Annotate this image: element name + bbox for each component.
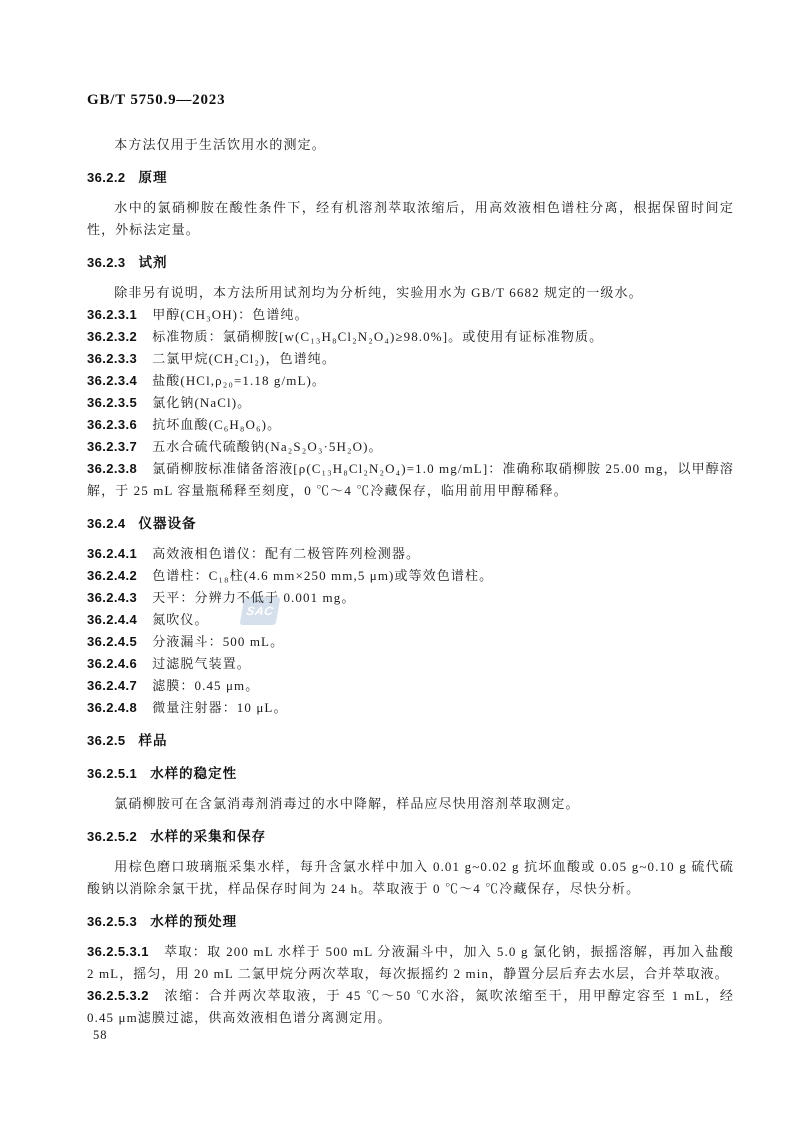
clause-item — [87, 985, 734, 1029]
clause-number: 36.2.3.1 — [87, 307, 138, 322]
clause-text: 标准物质：氯硝柳胺[w(C₁₃H₈Cl₂N₂O₄)≥98.0%]。或使用有证标准物质。 — [152, 329, 604, 344]
clause-number: 36.2.4.4 — [87, 612, 138, 627]
clause-item — [87, 543, 734, 565]
section-title: 试剂 — [138, 255, 168, 270]
clause-number: 36.2.5 — [87, 733, 126, 748]
clause-item — [87, 675, 734, 697]
clause-text: 高效液相色谱仪：配有二极管阵列检测器。 — [152, 546, 421, 561]
clause-number: 36.2.3.4 — [87, 373, 138, 388]
clause-item — [87, 587, 734, 609]
section-title: 原理 — [138, 170, 168, 185]
section-heading — [87, 730, 734, 752]
clause-text: 分液漏斗：500 mL。 — [152, 634, 285, 649]
clause-number: 36.2.2 — [87, 170, 126, 185]
section-title: 样品 — [138, 733, 168, 748]
clause-text: 二氯甲烷(CH₂Cl₂)，色谱纯。 — [152, 351, 336, 366]
clause-number: 36.2.4.3 — [87, 590, 138, 605]
standard-number-header: GB/T 5750.9—2023 — [87, 92, 226, 108]
clause-item — [87, 458, 734, 502]
clause-item — [87, 304, 734, 326]
clause-item — [87, 348, 734, 370]
clause-item — [87, 565, 734, 587]
section-heading — [87, 513, 734, 535]
clause-item — [87, 414, 734, 436]
paragraph: 用棕色磨口玻璃瓶采集水样，每升含氯水样中加入 0.01 g~0.02 g 抗坏血酸或 0.05 g~0.10 g 硫代硫酸钠以消除余氯干扰，样品保存时间为 24 h。萃取液于 0 ℃～4 ℃冷藏保存，尽快分析。 — [87, 859, 734, 896]
clause-number: 36.2.3.5 — [87, 395, 138, 410]
paragraph: 除非另有说明，本方法所用试剂均为分析纯，实验用水为 GB/T 6682 规定的一级水。 — [114, 285, 643, 300]
page-number: 58 — [93, 1028, 108, 1042]
clause-text: 氯化钠(NaCl)。 — [152, 395, 252, 410]
clause-text: 天平：分辨力不低于 0.001 mg。 — [152, 590, 356, 605]
clause-number: 36.2.4.1 — [87, 546, 138, 561]
clause-text: 滤膜：0.45 μm。 — [152, 678, 260, 693]
clause-number: 36.2.3.6 — [87, 417, 138, 432]
clause-item — [87, 436, 734, 458]
clause-number: 36.2.5.3.2 — [87, 988, 149, 1003]
clause-number: 36.2.5.3.1 — [87, 944, 149, 959]
section-heading — [87, 911, 734, 933]
clause-item — [87, 326, 734, 348]
clause-item — [87, 609, 734, 631]
paragraph: 氯硝柳胺可在含氯消毒剂消毒过的水中降解，样品应尽快用溶剂萃取测定。 — [114, 796, 580, 811]
section-heading — [87, 826, 734, 848]
clause-number: 36.2.4.7 — [87, 678, 138, 693]
document-body — [87, 134, 734, 1029]
clause-number: 36.2.5.1 — [87, 766, 138, 781]
clause-number: 36.2.4.8 — [87, 700, 138, 715]
clause-text: 甲醇(CH₃OH)：色谱纯。 — [152, 307, 309, 322]
section-heading — [87, 763, 734, 785]
clause-number: 36.2.4 — [87, 516, 126, 531]
section-title: 水样的预处理 — [150, 914, 238, 929]
clause-item — [87, 370, 734, 392]
clause-text: 浓缩：合并两次萃取液，于 45 ℃～50 ℃水浴，氮吹浓缩至干，用甲醇定容至 1 mL，经 0.45 μm滤膜过滤，供高效液相色谱分离测定用。 — [87, 988, 734, 1025]
clause-text: 盐酸(HCl,ρ₂₀=1.18 g/mL)。 — [152, 373, 327, 388]
section-title: 水样的采集和保存 — [150, 829, 267, 844]
clause-text: 萃取：取 200 mL 水样于 500 mL 分液漏斗中，加入 5.0 g 氯化钠，振摇溶解，再加入盐酸 2 mL，摇匀，用 20 mL 二氯甲烷分两次萃取，每次振摇约 2 min，静置分层后弃去水层，合并萃取液。 — [87, 944, 734, 981]
clause-text: 微量注射器：10 μL。 — [152, 700, 288, 715]
clause-text: 过滤脱气装置。 — [152, 656, 251, 671]
clause-number: 36.2.4.2 — [87, 568, 138, 583]
sac-watermark-label: SAC — [245, 604, 275, 618]
section-title: 水样的稳定性 — [150, 766, 238, 781]
clause-text: 五水合硫代硫酸钠(Na₂S₂O₃·5H₂O)。 — [152, 439, 383, 454]
clause-number: 36.2.3.8 — [87, 461, 138, 476]
clause-number: 36.2.4.6 — [87, 656, 138, 671]
clause-number: 36.2.3.3 — [87, 351, 138, 366]
clause-text: 氮吹仪。 — [152, 612, 209, 627]
section-heading — [87, 252, 734, 274]
clause-item — [87, 392, 734, 414]
clause-number: 36.2.3 — [87, 255, 126, 270]
clause-number: 36.2.3.7 — [87, 439, 138, 454]
clause-text: 色谱柱：C₁₈柱(4.6 mm×250 mm,5 μm)或等效色谱柱。 — [152, 568, 494, 583]
clause-number: 36.2.3.2 — [87, 329, 138, 344]
clause-number: 36.2.5.2 — [87, 829, 138, 844]
clause-item — [87, 653, 734, 675]
clause-item — [87, 631, 734, 653]
clause-number: 36.2.4.5 — [87, 634, 138, 649]
clause-item — [87, 697, 734, 719]
paragraph: 水中的氯硝柳胺在酸性条件下，经有机溶剂萃取浓缩后，用高效液相色谱柱分离，根据保留时间定性，外标法定量。 — [87, 200, 734, 237]
clause-text: 氯硝柳胺标准储备溶液[ρ(C₁₃H₈Cl₂N₂O₄)=1.0 mg/mL]：准确称取硝柳胺 25.00 mg，以甲醇溶解，于 25 mL 容量瓶稀释至刻度，0 ℃～4 ℃冷藏保存，临用前用甲醇稀释。 — [87, 461, 734, 498]
clause-text: 抗坏血酸(C₆H₈O₆)。 — [152, 417, 282, 432]
section-title: 仪器设备 — [138, 516, 197, 531]
clause-number: 36.2.5.3 — [87, 914, 138, 929]
section-heading — [87, 167, 734, 189]
paragraph: 本方法仅用于生活饮用水的测定。 — [114, 137, 326, 152]
clause-item — [87, 941, 734, 985]
